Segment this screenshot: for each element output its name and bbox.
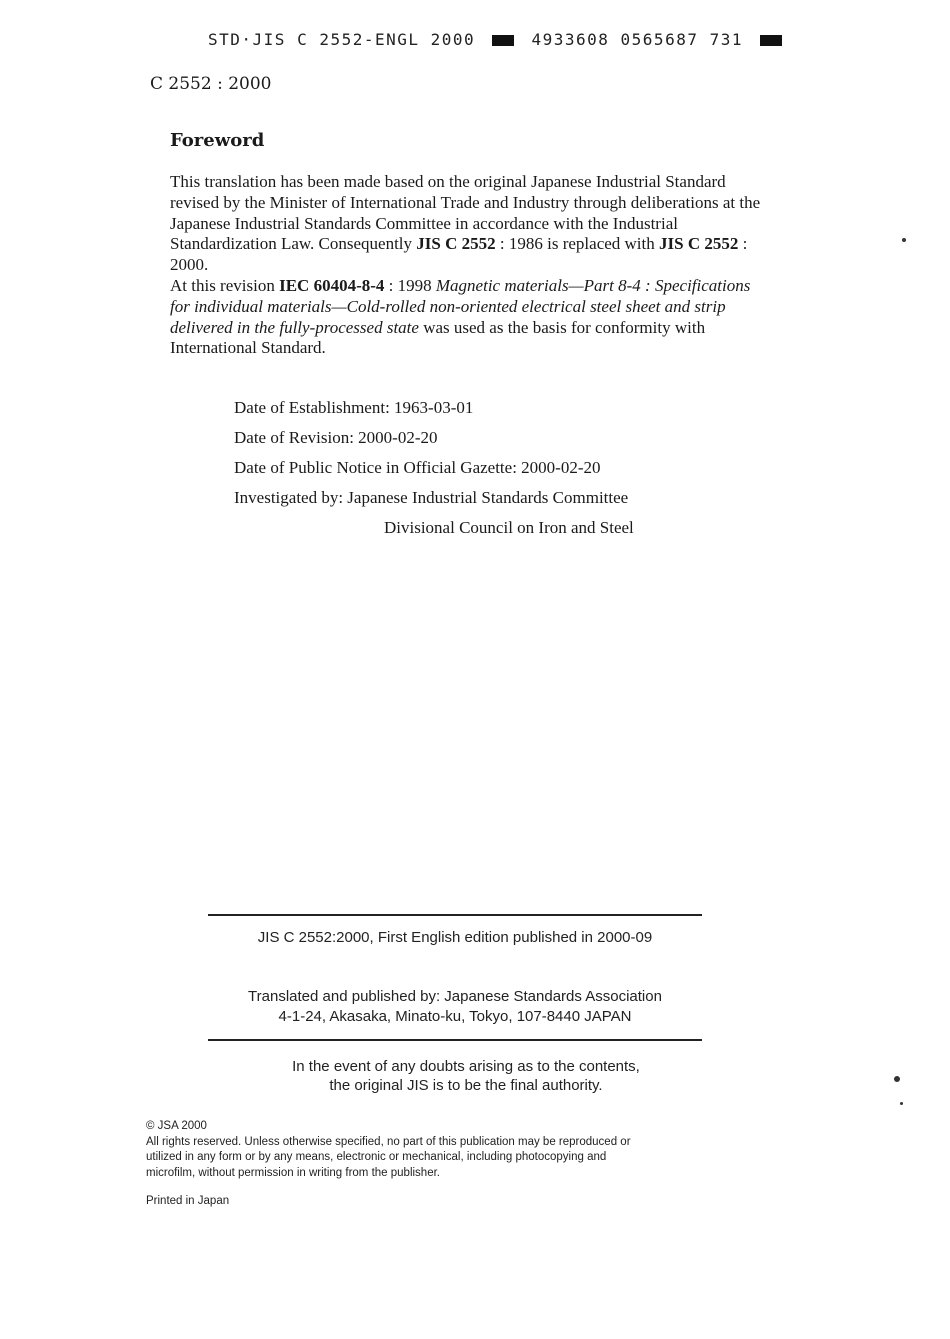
header-right-code: 4933608 0565687 731 <box>531 30 743 49</box>
authority-note-line-1: In the event of any doubts arising as to the contents, <box>292 1058 640 1075</box>
document-number: C 2552 : 2000 <box>150 74 272 94</box>
rights-line-2: utilized in any form or by any means, electronic or mechanical, including photocopying and <box>146 1151 607 1163</box>
date-establishment: Date of Establishment: 1963-03-01 <box>234 398 474 417</box>
copyright-line: © JSA 2000 <box>146 1120 207 1132</box>
scan-speck <box>900 1102 903 1105</box>
printed-in: Printed in Japan <box>146 1195 230 1207</box>
edition-line: JIS C 2552:2000, First English edition published in 2000-09 <box>257 929 653 946</box>
dates-block <box>234 397 634 547</box>
authority-note-line-2: the original JIS is to be the final authority. <box>329 1077 603 1094</box>
date-revision: Date of Revision: 2000-02-20 <box>234 428 438 447</box>
rights-line-3: microfilm, without permission in writing from the publisher. <box>146 1166 440 1179</box>
foreword-paragraph-2: At this revision IEC 60404-8-4 : 1998 Magnetic materials—Part 8-4 : Specifications for individual materials—Cold-rolled non-oriented electrical steel sheet and strip delivered in the fully-processed state was used as the basis for conformity with International Standard. <box>170 275 751 358</box>
header-left-code: STD·JIS C 2552-ENGL 2000 <box>208 30 476 49</box>
scan-speck <box>902 238 906 242</box>
investigating-council: Divisional Council on Iron and Steel <box>384 518 634 537</box>
scan-speck <box>894 1076 900 1082</box>
investigated-by: Investigated by: Japanese Industrial Standards Committee <box>234 488 629 507</box>
document-header-code <box>208 30 788 49</box>
date-public-notice: Date of Public Notice in Official Gazette: 2000-02-20 <box>234 458 601 477</box>
rights-line-1: All rights reserved. Unless otherwise specified, no part of this publication may be reproduced or <box>146 1135 631 1148</box>
copyright-block <box>146 1119 631 1181</box>
divider-bottom <box>208 1039 702 1041</box>
redaction-block <box>492 35 514 46</box>
foreword-body <box>170 172 770 359</box>
foreword-paragraph-1: This translation has been made based on the original Japanese Industrial Standard revised by the Minister of International Trade and Industry through deliberations at the Japanese Industrial Standards Committee in accordance with the Industrial Standardization Law. Consequently JIS C 2552 : 1986 is replaced with JIS C 2552 : 2000. <box>170 172 761 275</box>
publisher-address: 4-1-24, Akasaka, Minato-ku, Tokyo, 107-8440 JAPAN <box>278 1008 632 1025</box>
publisher-block <box>208 987 702 1027</box>
authority-note <box>208 1057 724 1095</box>
foreword-heading: Foreword <box>170 130 265 151</box>
divider-top <box>208 914 702 916</box>
redaction-block <box>760 35 782 46</box>
translated-by: Translated and published by: Japanese Standards Association <box>248 988 662 1005</box>
